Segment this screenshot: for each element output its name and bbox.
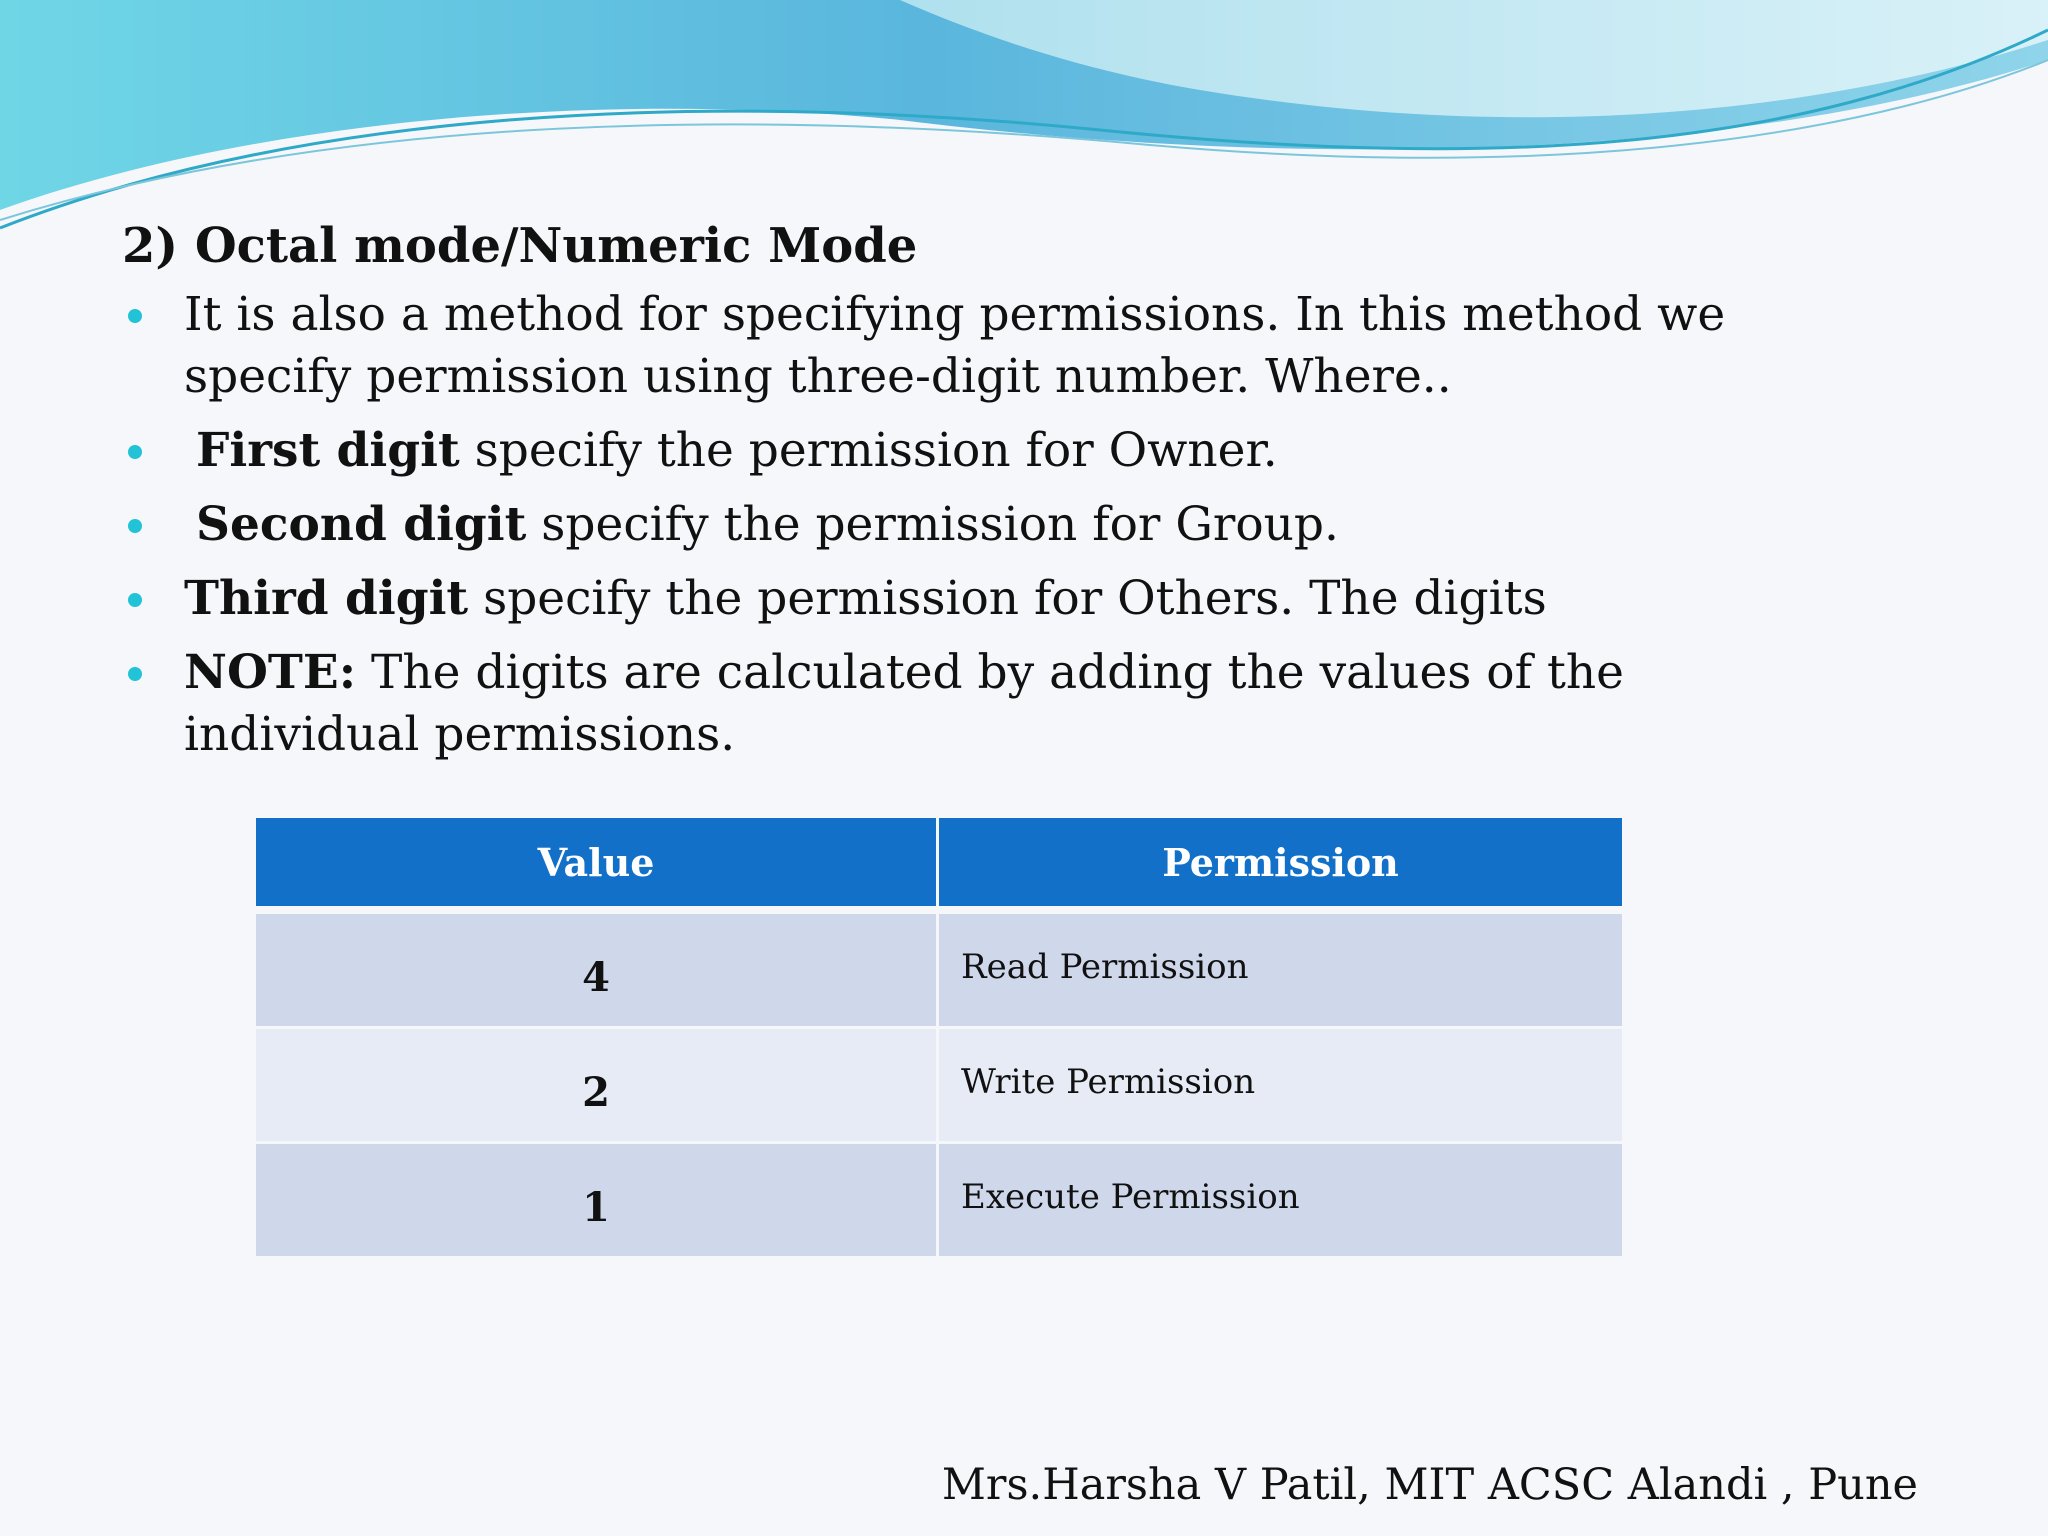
permission-table-container — [256, 818, 1622, 1259]
bullet-item — [122, 642, 1822, 766]
bullet-text: It is also a method for specifying permissions. In this method we specify permission using three-digit number. Where.. — [184, 287, 1726, 404]
table-row — [256, 1144, 1622, 1259]
bullet-bold-term: Second digit — [196, 497, 527, 552]
cell-value: 2 — [256, 1029, 939, 1144]
table-row — [256, 914, 1622, 1029]
footer-credit: Mrs.Harsha V Patil, MIT ACSC Alandi , Pune — [941, 1460, 1918, 1510]
bullet-bold-term: NOTE: — [184, 645, 357, 700]
bullet-text: specify the permission for Owner. — [459, 423, 1278, 478]
bullet-dot-icon — [128, 309, 142, 323]
permission-table — [256, 818, 1622, 1259]
cell-permission: Write Permission — [939, 1029, 1622, 1144]
bullet-text: specify the permission for Group. — [526, 497, 1339, 552]
bullet-item — [122, 494, 1822, 556]
bullet-text: The digits are calculated by adding the values of the individual permissions. — [184, 645, 1624, 762]
cell-permission: Execute Permission — [939, 1144, 1622, 1259]
cell-value: 4 — [256, 914, 939, 1029]
cell-value: 1 — [256, 1144, 939, 1259]
bullet-dot-icon — [128, 593, 142, 607]
bullet-item — [122, 568, 1822, 630]
bullet-dot-icon — [128, 519, 142, 533]
bullet-list — [122, 284, 1822, 778]
section-heading: 2) Octal mode/Numeric Mode — [122, 218, 918, 274]
bullet-bold-term: First digit — [196, 423, 460, 478]
bullet-item — [122, 420, 1822, 482]
header-value: Value — [256, 818, 939, 914]
header-permission: Permission — [939, 818, 1622, 914]
bullet-text: specify the permission for Others. The digits — [468, 571, 1547, 626]
cell-permission: Read Permission — [939, 914, 1622, 1029]
bullet-item — [122, 284, 1822, 408]
bullet-dot-icon — [128, 667, 142, 681]
bullet-dot-icon — [128, 445, 142, 459]
table-header-row — [256, 818, 1622, 914]
table-row — [256, 1029, 1622, 1144]
bullet-bold-term: Third digit — [184, 571, 469, 626]
